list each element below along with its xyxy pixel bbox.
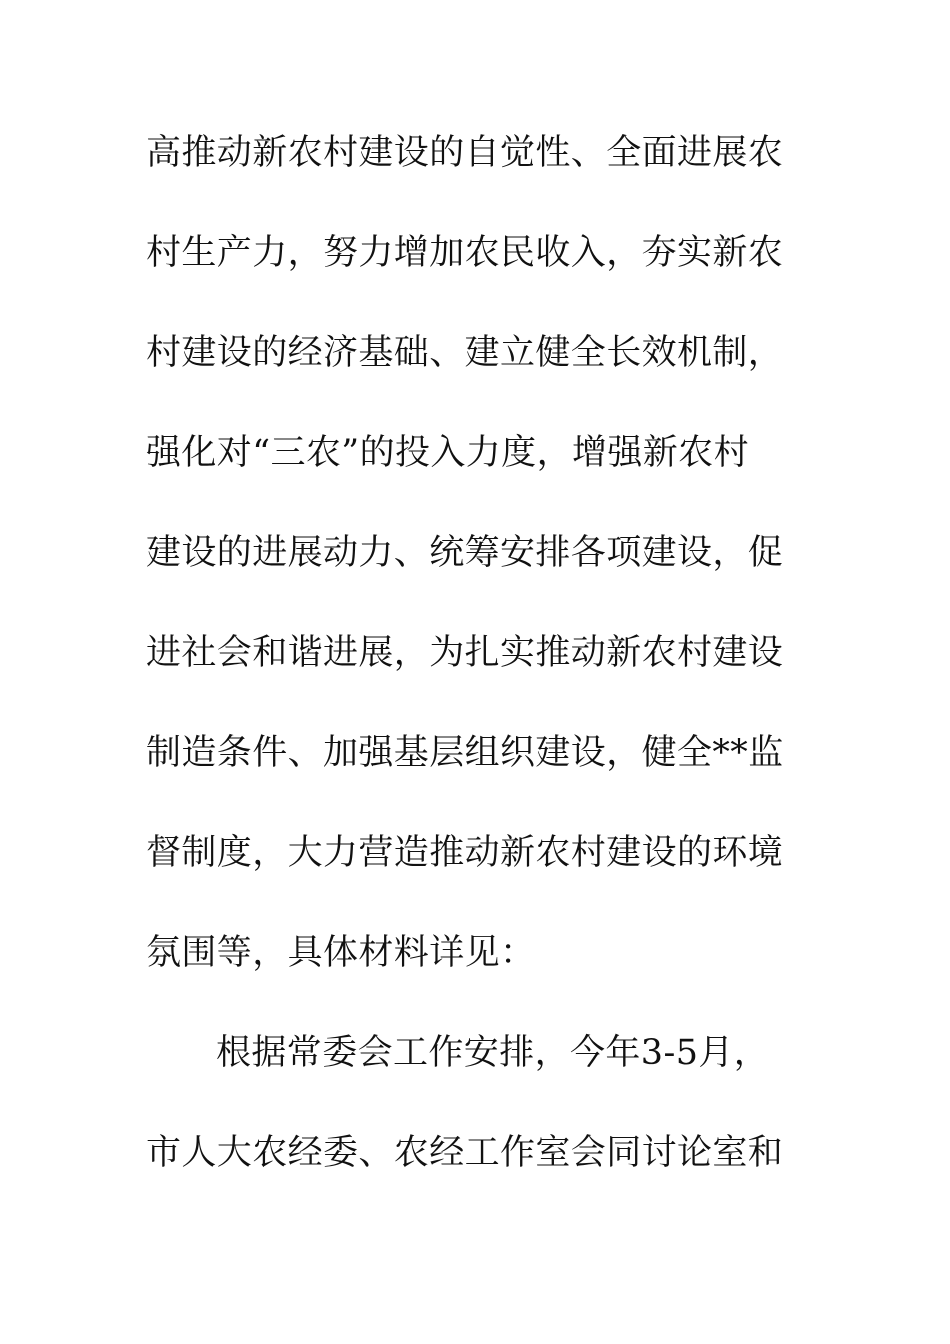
text-line-3: 村建设的经济基础、建立健全长效机制，: [146, 333, 784, 373]
text-line-8: 督制度，大力营造推动新农村建设的环境: [146, 833, 784, 873]
text-line-7: 制造条件、加强基层组织建设，健全**监: [146, 733, 784, 773]
text-line-6: 进社会和谐进展，为扎实推动新农村建设: [146, 633, 784, 673]
text-line-10: 根据常委会工作安排，今年3-5月，: [216, 1033, 770, 1073]
text-line-9: 氛围等，具体材料详见：: [146, 933, 536, 973]
text-line-2: 村生产力，努力增加农民收入，夯实新农: [146, 233, 784, 273]
text-line-4: 强化对“三农”的投入力度，增强新农村: [146, 433, 749, 473]
text-line-5: 建设的进展动力、统筹安排各项建设，促: [146, 533, 784, 573]
text-line-11: 市人大农经委、农经工作室会同讨论室和: [146, 1133, 784, 1173]
text-line-1: 高推动新农村建设的自觉性、全面进展农: [146, 133, 784, 173]
